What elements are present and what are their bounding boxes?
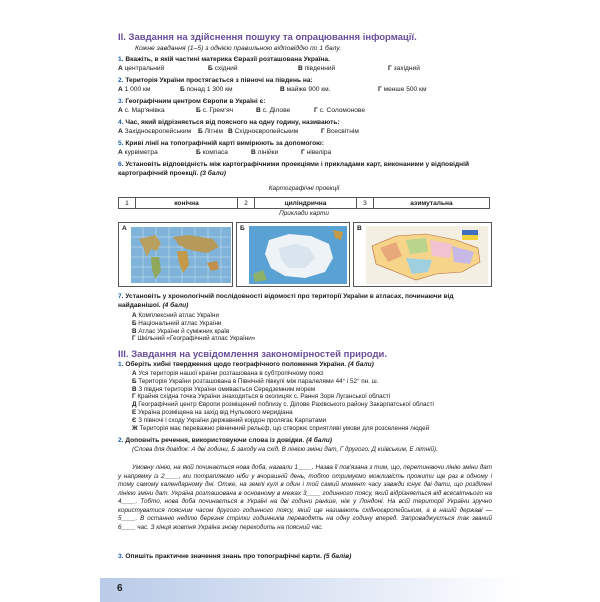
q7-items <box>132 312 255 343</box>
q2-option-d[interactable]: Г менше 500 км <box>378 85 427 93</box>
question-8 <box>118 361 493 370</box>
q2-options <box>118 86 493 95</box>
q8-item[interactable]: Ж Територія має переважно рівнинний рельєф, що створює сприятливі умови для розселення людей <box>132 424 430 432</box>
q9-score: (4 бали) <box>306 437 332 444</box>
proj-2-num: 2 <box>238 198 255 209</box>
section-2-title: II. Завдання на здійснення пошуку та опрацювання інформації. <box>118 32 417 43</box>
q6-examples-header: Приклади карти <box>279 210 329 217</box>
q1-option-c[interactable]: В південний <box>298 64 336 72</box>
map-c <box>353 222 492 287</box>
q8-items <box>132 370 492 432</box>
q3-option-d[interactable]: Г с. Соломонове <box>314 106 366 114</box>
q1-option-b[interactable]: Б східний <box>208 64 238 72</box>
q8-text: Оберіть хибні твердження щодо географічного положення України. <box>125 361 347 368</box>
q6-number: 6. <box>118 161 124 168</box>
question-7 <box>118 293 493 310</box>
q3-text: Географічним центром Європи в Україні є: <box>125 98 266 105</box>
q1-number: 1. <box>118 56 124 63</box>
q6-projections-header: Картографічні проекції <box>268 185 340 192</box>
q7-item-b[interactable]: Б Національний атлас України <box>132 319 222 327</box>
q5-number: 5. <box>118 140 124 147</box>
q5-option-d[interactable]: Г нівеліра <box>301 148 332 156</box>
section-2-note: Кожне завдання (1–5) з однією правильною відповіддю по 1 балу. <box>135 45 342 52</box>
q9-reference: (Слова для довідок: А дві години, Б заходу на схід, В лінією зміни дат, Г другого, Д київським, Е літній). <box>132 446 438 453</box>
q4-option-a[interactable]: А Західноєвропейським <box>118 127 192 135</box>
q9-text: Доповніть речення, використовуючи слова із довідки. <box>125 437 305 444</box>
q1-option-d[interactable]: Г західний <box>388 64 420 72</box>
q8-score: (4 бали) <box>347 361 374 368</box>
q8-item[interactable]: Е Україна розміщена на захід від Нульового меридіана <box>132 408 293 416</box>
proj-3-name: азимутальна <box>374 198 490 209</box>
q8-item[interactable]: Г Крайня східна точка України знаходиться в околицях с. Рання Зоря Луганської області <box>132 393 391 401</box>
proj-2-name: циліндрична <box>255 198 357 209</box>
map-b <box>236 222 350 287</box>
map-c-label: В <box>357 225 362 232</box>
q7-score: (4 бали) <box>162 301 189 309</box>
q6-score: (3 бали) <box>200 169 226 177</box>
footer-band <box>100 578 520 602</box>
q4-option-c[interactable]: В Східноєвропейським <box>228 127 299 135</box>
q9-number: 2. <box>118 437 124 444</box>
map-a <box>118 222 233 287</box>
proj-1-name: конічна <box>136 198 238 209</box>
q8-item[interactable]: А Уся територія нашої країни розташована в субтропічному поясі <box>132 370 324 377</box>
q5-option-b[interactable]: Б компаса <box>196 148 228 156</box>
q4-option-b[interactable]: Б Літнім <box>198 127 224 135</box>
q2-option-c[interactable]: В майже 900 км. <box>280 85 331 93</box>
q6-projections-table <box>118 197 490 209</box>
question-1 <box>118 56 493 73</box>
q2-option-a[interactable]: А 1 000 км <box>118 85 151 93</box>
q2-text: Територія України простягається з півночі на південь на: <box>125 77 313 84</box>
q9-paragraph: Умовну лінію, на якій починається нова доба, назвали 1____. Назва її пов'язана з тим, що, перетинаючи лінію зміни дат у напрямку із 2____, ми потрапляємо ніби у вчорашній день, тобто отримуємо можливість прожити ще раз в одному і тому самому календарному дні. Отже, на землі кулі в один і той самий момент часу завжди існує дві дати, що розділені лінією зміни дат. Україна розташована в основному в межах 3____ годинного поясу, який відрізняється від всесвітнього на 4____. Тобто, нова доба починається в Україні на дві години раніше, ніж у Лондоні. На всій території України зручно користуватися поясним часом другого годинного поясу, який ще називають східноєвропейським, а в нашій державі — 5____. В останню неділю березня стрілки годинників переводять на одну годину вперед. Запроваджується так званий 6____ час. З кінця жовтня Україна знову переходить на поясний час. <box>118 464 492 531</box>
q8-item[interactable]: Б Територія України розташована в Північній півкулі між паралелями 44° і 52° пн. ш. <box>132 377 379 385</box>
q3-option-a[interactable]: А с. Мар'янівка <box>118 106 165 114</box>
question-10 <box>118 553 493 562</box>
map-a-label: А <box>122 225 127 232</box>
world-map-image <box>131 227 231 283</box>
q10-score: (5 балів) <box>323 553 352 560</box>
q8-item[interactable]: Є З півночі і сходу України державний кордон пролягає Карпатами <box>132 416 327 424</box>
q4-number: 4. <box>118 119 124 126</box>
q4-options <box>118 128 493 137</box>
q8-item[interactable]: Д Географічний центр Європи розміщений поблизу с. Ділове Рахівського району Закарпатської області <box>132 401 434 409</box>
proj-3-num: 3 <box>357 198 374 209</box>
ukraine-map-image <box>366 226 488 284</box>
q1-option-a[interactable]: А центральний <box>118 64 165 72</box>
question-5 <box>118 140 493 157</box>
proj-1-num: 1 <box>119 198 136 209</box>
q2-option-b[interactable]: Б понад 1 300 км <box>180 85 233 93</box>
q7-item-d[interactable]: Г Шкільний «Географічний атлас України» <box>132 335 256 343</box>
q7-item-c[interactable]: В Атлас України й суміжних країв <box>132 327 230 335</box>
question-9 <box>118 437 493 446</box>
question-2 <box>118 77 493 94</box>
q10-number: 3. <box>118 553 124 560</box>
q4-text: Час, який відрізняється від поясного на одну годину, називають: <box>125 119 340 126</box>
q1-text: Вкажіть, в якій частині материка Євразії розташована Україна. <box>125 56 330 63</box>
q10-text: Опишіть практичне значення знань про топографічні карти. <box>125 553 322 560</box>
q4-option-d[interactable]: Г Всесвітнім <box>321 127 359 135</box>
q3-options <box>118 107 493 116</box>
q3-number: 3. <box>118 98 124 105</box>
q7-number: 7. <box>118 293 124 300</box>
q8-item[interactable]: В З півдня територія України омивається Середземним морем <box>132 385 316 393</box>
section-3-title: III. Завдання на усвідомлення закономірностей природи. <box>118 349 387 360</box>
q8-number: 1. <box>118 361 124 368</box>
antarctica-map-image <box>249 226 347 284</box>
page-number: 6 <box>117 583 123 594</box>
q5-text: Криві лінії на топографічній карті вимірюють за допомогою: <box>125 140 324 147</box>
question-3 <box>118 98 493 115</box>
q5-options <box>118 149 493 158</box>
q3-option-b[interactable]: Б с. Гремʼяч <box>196 106 234 114</box>
q5-option-a[interactable]: А курвіметра <box>118 148 158 156</box>
question-6 <box>118 161 493 178</box>
q7-item-a[interactable]: А Комплексний атлас України <box>132 312 220 319</box>
q5-option-c[interactable]: В лінійки <box>251 148 279 156</box>
q1-options <box>118 65 493 74</box>
q3-option-c[interactable]: В с. Ділове <box>256 106 291 114</box>
question-4 <box>118 119 493 136</box>
map-b-label: Б <box>240 225 245 232</box>
q2-number: 2. <box>118 77 124 84</box>
q6-text: Установіть відповідність між картографічними проекціями і прикладами карт, виконаними у відповідній картографічній проекції. <box>118 161 470 177</box>
q7-text: Установіть у хронологічній послідовності відомості про території України в атласах, починаючи від найдавнішої. <box>118 293 454 309</box>
